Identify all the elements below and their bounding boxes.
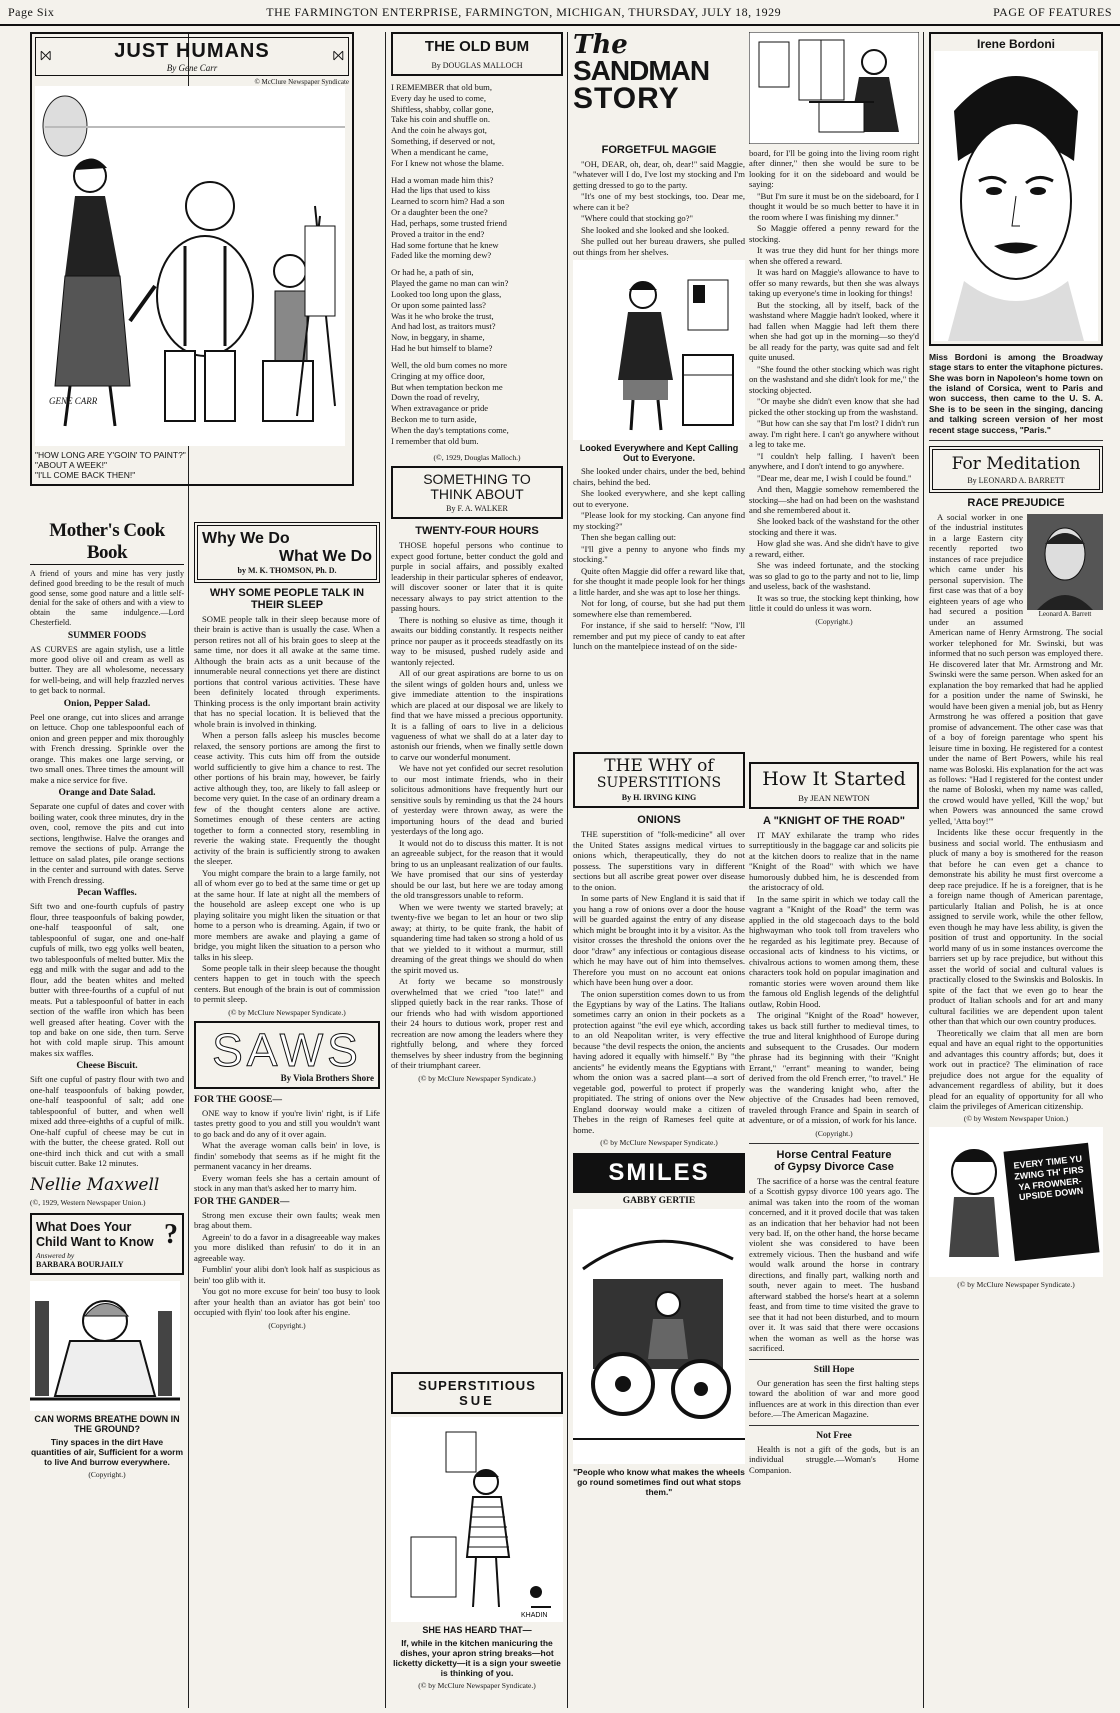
paragraph: When we were twenty we started bravely; at twenty-five we began to let an hour or two slip away; at thirty, to be quite frank, the habit of squandering time had taken so strong a hold of us that we yielded to it without a murmur, still dreaming of the great things we should do when the spirit moved us. (391, 901, 563, 975)
paragraph: You might compare the brain to a large family, not all of whom ever go to bed at the same time or get up at the same hour. If late at night all the members of the household are asleep except one who is up playing solitaire you might liken the situation or that home to a person who is dreaming. Again, if two or more members are awake and playing a game of bridge, you might liken the situation to a person who talks in his sleep. (194, 867, 380, 962)
bowtie-icon: ⨝ (40, 48, 52, 64)
saw-item: ONE way to know if you're livin' right, is if Life tastes pretty good to you and still you wouldn't want to go back and do any of it over again. (194, 1107, 380, 1139)
sign-text: EVERY TIME YU ZWING TH' FIRS YA FROWNER- UPSIDE DOWN (1013, 1154, 1085, 1204)
paragraph: For instance, if she said to herself: "Now, I'll remember and put my piece of candy to eat after lunch on the mantelpiece instead of on the side- (573, 620, 745, 652)
why-paragraphs (194, 614, 380, 1005)
paragraph: It would not do to discuss this matter. It is not an agreeable subject, for the reason that it would bring to us an unpleasant realization of our faults. We have promised that our sins of yesterday should be our last, but here we are today among the old transgressors unable to reform. (391, 837, 563, 901)
paragraph: Our generation has seen the first halting steps toward the abolition of war and more good influences are at work in this direction than ever before.—The American Magazine. (749, 1377, 919, 1420)
verse-line: Now, in beggary, in shame, (391, 332, 485, 343)
verse-line: Had a woman made him this? (391, 174, 494, 185)
column-rule (385, 32, 386, 1708)
sandman-masthead (573, 32, 745, 140)
paragraph: It was true they did hunt for her things more when she offered a reward. (749, 245, 919, 266)
paragraph: The onion superstition comes down to us from the Egyptians by way of the Latins. The Italians sometimes carry an onion in their pockets as a protection against "the evil eye which, according to an old Neapolitan writer, is very effective because "the devil respects the onion, the ancients having adored it equally with himself." By "the ancients" he evidently means the Egyptians with whom the onion was a sacred plant—a sort of vegetable god, powerful to protect if properly propitiated. The string of onions over the New England doorway would make a citizen of Thebes in the reign of Rameses feel quite at home. (573, 988, 745, 1135)
how-started-heading: A "KNIGHT OF THE ROAD" (762, 815, 906, 827)
barrett-portrait-block (1027, 514, 1103, 619)
verse-line: Take his coin and shuffle on. (391, 114, 490, 125)
paragraph: In some parts of New England it is said that if you hang a row of onions over a door the house will be guarded against the entry of any disease which might be brought into it by a visitor. As the visitor crosses the threshold the onions over the door "draw" any infectious or contagious disease which he may have out of him into themselves. Therefore you must on no account eat onions which have been hung over a door. (573, 893, 745, 988)
paragraph: Theoretically we claim that all men are born equal and have an equal right to the opportunities and advantages this country affords; but, does it work out in practice? The elimination of race prejudice does not argue for the equality of advancement regardless of ability, but it does plead for an equality of opportunity for all who claim the privileges of American citizenship. (929, 1027, 1103, 1111)
old-bum-poem (391, 82, 563, 447)
how-started-credit: (Copyright.) (815, 1128, 853, 1138)
meditation-byline: By LEONARD A. BARRETT (967, 475, 1065, 485)
superstitions-title-line: SUPERSTITIONS (596, 774, 722, 791)
think-heading: TWENTY-FOUR HOURS (415, 525, 539, 538)
cook-book-heading: SUMMER FOODS (67, 630, 147, 641)
how-started-byline: By JEAN NEWTON (798, 793, 870, 803)
superstitions-byline: By H. IRVING KING (621, 793, 697, 803)
superstitions-heading: ONIONS (637, 814, 681, 827)
think-title-line: THINK ABOUT (430, 485, 524, 502)
stanza (391, 267, 563, 354)
saws-section-heading: FOR THE GANDER— (194, 1196, 290, 1207)
sign-cartoon (929, 1127, 1103, 1277)
paragraph: "Or maybe she didn't even know that she had picked the other stocking up from the washstand. (749, 396, 919, 417)
divider (749, 1359, 919, 1360)
verse-line: Or had he, a path of sin, (391, 267, 474, 278)
verse-line: Down the road of revelry, (391, 392, 480, 403)
recipe-name: Cheese Biscuit. (76, 1061, 138, 1072)
column-rule (567, 32, 568, 1708)
sue-illustration (391, 1417, 563, 1622)
recipe-text: Separate one cupful of dates and cover with boiling water, cook three minutes, dry in the oven, cool, remove the pits and cut into sections, lengthwise. Halve the oranges and remove the sections of pulp. Arrange the lettuce on salad plates, pile orange sections in the center and surround with dates. Serve with French dressing. (30, 801, 184, 885)
column-6 (929, 32, 1103, 1708)
saws-box (194, 1021, 380, 1089)
divider (929, 440, 1103, 441)
paragraph: IT MAY exhilarate the tramp who rides surreptitiously in the baggage car and solicits pie at the kitchen doors to realize that in the name "Knight of the Road" with which we have humorously dubbed him, he is descended from the aristocracy of old. (749, 830, 919, 893)
verse-line: Played the game no man can win? (391, 278, 509, 289)
child-title: What Does Your Child Want to Know (36, 1220, 154, 1249)
saw-item: You got no more excuse for bein' too busy to look after your health than an aviator has got bein' too occupied with flyin' too look after his engine. (194, 1286, 380, 1318)
paragraph: "I'll give a penny to anyone who finds my stocking." (573, 543, 745, 565)
paragraph: But the stocking, all by itself, back of the washstand where Maggie hadn't looked, where it had fallen when Maggie had left them there when she had got up in the morning—so they'd be all ready for the party, was quite sad and felt quite unused. (749, 299, 919, 363)
paragraph: It was so true, the stocking kept thinking, how little it could do unless it was worn. (749, 592, 919, 614)
verse-line: Proved a traitor in the end? (391, 228, 485, 239)
not-free-heading: Not Free (816, 1430, 852, 1441)
smiles-illustration (573, 1209, 745, 1464)
verse-line: Had he but himself to blame? (391, 343, 493, 354)
superstitions-box (573, 752, 745, 808)
saw-item: Agreein' to do a favor in a disagreeable way makes you more disliked than refusin' to do it in an agreeable way. (194, 1231, 380, 1263)
sandman-title-the: The (573, 32, 628, 60)
sue-artist: KHADIN (521, 1612, 548, 1619)
superstitions-credit: (© by McClure Newspaper Syndicate.) (600, 1138, 718, 1148)
how-started-box (749, 762, 919, 809)
comic-caption-line: "ABOUT A WEEK!" (35, 460, 108, 471)
verse-line: When the day's temptations come, (391, 424, 509, 435)
paragraph: She looked back of the washstand for the other stocking and there it was. (749, 516, 919, 537)
paragraph: We have not yet confided our secret resolution to our most intimate friends, who in their solicitous admonitions have frequently hurt our sensitive souls by reminding us that the 24 hours of yesterday were thrown away, as were the importuning hours of the dead and buried yesterdays of the long ago. (391, 763, 563, 837)
old-bum-title: THE OLD BUM (424, 38, 530, 55)
paragraph: The original "Knight of the Road" however, takes us back still further to medieval times, to the true and literal knighthood of Europe during and subsequent to the Crusades. Our modern phrase had its beginning with their "Knight Errant," "errant" meaning to wander, being derived from the old French errer, "to travel." He was the wandering knight who, after the objective of the Crusades had been removed, traveled through France and Spain in search of adventure, or of a mission, of work for his lance. (749, 1010, 919, 1126)
child-question: CAN WORMS BREATHE DOWN IN THE GROUND? (34, 1413, 180, 1434)
cook-book-signature: Nellie Maxwell (30, 1174, 160, 1195)
masthead (0, 0, 1120, 26)
cartoon-credit: (© by McClure Newspaper Syndicate.) (957, 1280, 1075, 1290)
paragraph: THOSE hopeful persons who continue to expect good fortune, better conduct the gold and purple in social affairs, and possibly exalted leadership in their particular spheres of endeavor, will discover sooner or later that it is quite necessary always to pay strict attention to the passing hours. (391, 540, 563, 614)
horse-heading: Horse Central Feature (776, 1148, 892, 1161)
verse-line: Beckon me to turn aside, (391, 414, 477, 425)
child-credit: (Copyright.) (88, 1469, 126, 1479)
smiles-banner (573, 1153, 745, 1193)
sue-title-line: SUE (459, 1393, 495, 1408)
comic-caption-line: "I'LL COME BACK THEN!" (35, 470, 136, 481)
recipe-name: Pecan Waffles. (77, 888, 137, 899)
column-5-lower (749, 762, 919, 1708)
cook-book-intro: AS CURVES are again stylish, use a little more good olive oil and cream as well as butter. They are all wholesome, necessary for well-being, and will help frazzled nerves to get back to normal. (30, 643, 184, 696)
section-title: PAGE OF FEATURES (993, 4, 1112, 19)
verse-line: Every day he used to come, (391, 92, 486, 103)
think-byline: By F. A. WALKER (446, 504, 508, 514)
comic-signature: GENE CARR (49, 396, 98, 406)
saws-title: SAWS (212, 1023, 362, 1076)
verse-line: Faded like the morning dew? (391, 250, 492, 261)
paragraph: She looked and she looked and she looked. (581, 224, 729, 235)
paragraph: THE superstition of "folk-medicine" all over the United States assigns medical virtues to onions which, therapeutically, they do not possess. The superstitions vary in different sections but all ascribe great power over disease to the onion. (573, 829, 745, 892)
column-rule (923, 32, 924, 1708)
sandman-heading: FORGETFUL MAGGIE (601, 144, 717, 156)
verse-line: When extravagance or pride (391, 403, 489, 414)
paragraph: "Please look for my stocking. Can anyone find my stocking?" (573, 510, 745, 531)
paragraph: So Maggie offered a penny reward for the stocking. (749, 223, 919, 244)
why-title-line: Why We Do (202, 530, 290, 547)
old-bum-byline: By DOUGLAS MALLOCH (431, 61, 523, 70)
think-credit: (© by McClure Newspaper Syndicate.) (418, 1073, 536, 1083)
meditation-box (929, 446, 1103, 493)
paragraph: "OH, DEAR, oh, dear, oh, dear!" said Maggie, "whatever will I do, I've lost my stocking and I'm getting dressed to go to the party. (573, 159, 745, 190)
question-mark-icon: ? (164, 1218, 178, 1250)
paragraph: The sacrifice of a horse was the central feature of a Scottish gypsy divorce 100 years ago. The animal was taken into the room of the woman concerned, and it it proved docile that was taken as an indication that her behavior had not been very bad. If, on the other hand, the horse became violent she was considered to have been extremely vicious. Then the husband and wife would walk around the horse in contrary directions, and finally part, walking north and south, never again to meet. The husband afterward stabbed the horse's heart at a solemn feast, and from time to time visited the grave to see that it had not been disturbed, and to mourn over it. It was said that there were occasions when the woman as well as the horse was sacrificed. (749, 1175, 919, 1354)
smiles-subtitle: GABBY GERTIE (622, 1196, 696, 1207)
verse-line: Something, if deserved or not, (391, 136, 496, 147)
saw-item: Every woman feels she has a certain amount of stock in any man that's asked her to marry him. (194, 1172, 380, 1194)
paragraph: Not for long, of course, but she had put them somewhere else than remembered. (573, 598, 745, 619)
paragraph: "But how can she say that I'm lost? I didn't run away. I'm right here. I can't go anywhere without a leg to take me. (749, 418, 919, 450)
stanza (391, 360, 563, 447)
paragraph: When a person falls asleep his muscles become relaxed, the sensory portions are among the first to cease activity. This cuts him off from the outside world sufficiently to give him a chance to rest. The other portions of his brain may, however, be fairly active although they, too, are likely to fall asleep or become very quiet. In the case of an ordinary dream a few of the thought centers alone are active. Sometimes enough of these centers are acting together to form a connected story, resembling in reverie the waking state. Frequently the thought activity of the brain is sufficiently strong to awaken the sleeper. (194, 730, 380, 867)
verse-line: Well, the old bum comes no more (391, 359, 508, 370)
column-2 (194, 522, 380, 1708)
paragraph: Then she began calling out: (581, 532, 676, 543)
comic-title: JUST HUMANS (114, 40, 270, 62)
verse-line: I REMEMBER that old bum, (391, 82, 492, 92)
sue-credit: (© by McClure Newspaper Syndicate.) (418, 1681, 536, 1690)
paragraph: "Dear me, dear me, I wish I could be found." (757, 472, 912, 483)
recipe-text: Sift two and one-fourth cupfuls of pastry flour, three teaspoonfuls of baking powder, one-half teaspoonful of salt, one tablespoonful of sugar, one and one-half cupfuls of milk, two egg yolks well beaten, two tablespoonfuls of melted butter. Mix the egg and milk with the sugar and add to the flour, add the beaten whites and melted butter with three-fourths of a cupful of nut meats. Put a tablespoonful of batter in each section of the waffle iron which has been well greased after heating. Cover with the top and bake on one side, then turn. Serve hot with cold maple sirup. This amount makes six waffles. (30, 901, 184, 1058)
recipe-name: Orange and Date Salad. (58, 788, 156, 799)
sandman-illustration-caption: Looked Everywhere and Kept Calling Out to Everyone. (579, 443, 739, 464)
paragraph: A social worker in one of the industrial institutes in a large Eastern city recently reported two instances of race prejudice which came under his personal supervision. The first case was that of a boy eighteen years of age who had secured a position under an assumed American name of Henry Armstrong. The social worker telephoned for Mr. Swinski, but was informed that no such person was employed there. He discovered later that Mr. Armstrong and Mr. Swinski were the same person. When asked for an explanation the boy remarked that had he applied for a position under the name of Swinski, he would have been given a menial job, but as Henry Armstrong he was offered a position that gave promise of advancement. The other case was that of a boy of foreign parentage who spent his leisure time in boxing. He registered for a contest under the name of Bert Powers, while his real name was Boloski. His explanation for the act was as follows: "Had I registered for the contest under the name of Boloski, when my name was called, the crowd would have yelled, 'Kill the wop,' but when Powers was announced the same crowd yelled, 'Atta boy!'" (929, 511, 1103, 826)
sandman-illustration (573, 260, 745, 440)
paragraph: All of our great aspirations are borne to us on the silent wings of golden hours and, unless we give immediate attention to the inspirations which are placed at our disposal we are likely to find that we have missed a precious opportunity. It is a falling of oars to live in a delicious vagueness of what we shall do at a later day to astonish our friends, when we finally settle down to carve our wonderful monument. (391, 668, 563, 762)
barrett-portrait (1027, 514, 1103, 610)
verse-line: Looked too long upon the glass, (391, 288, 502, 299)
think-box (391, 466, 563, 520)
paragraph: "I couldn't help falling. I haven't been anywhere, and I don't intend to go anywhere. (749, 450, 919, 472)
page-number: Page Six (8, 4, 55, 19)
verse-line: Was it he who broke the trust, (391, 310, 494, 321)
still-hope-heading: Still Hope (813, 1364, 855, 1375)
paragraph: And then, Maggie somehow remembered the stocking—she had on had been on the washstand and she remembered about it. (749, 484, 919, 515)
verse-line: Learned to scorn him? Had a son (391, 196, 505, 207)
paragraph: She pulled out her bureau drawers, she pulled out things from her shelves. (573, 236, 745, 257)
cook-book-title: Mother's Cook Book (30, 520, 184, 565)
child-feature (30, 1213, 184, 1275)
verse-line: And had lost, as traitors must? (391, 321, 496, 332)
paragraph: She looked under chairs, under the bed, behind chairs, behind the bed. (573, 466, 745, 487)
meditation-title: For Meditation (951, 453, 1081, 474)
verse-line: Cringing at my office door, (391, 370, 485, 381)
stanza (391, 82, 563, 169)
paragraph: "It's one of my best stockings, too. Dear me, where can it be? (573, 191, 745, 212)
why-heading: WHY SOME PEOPLE TALK IN THEIR SLEEP (209, 587, 365, 611)
smiles-caption: "People who know what makes the wheels go round sometimes find out what stops them." (573, 1467, 745, 1498)
child-answer: Tiny spaces in the dirt Have quantities of air, Sufficient for a worm to live And burrow everywhere. (30, 1436, 184, 1467)
why-we-do-box (194, 522, 380, 583)
divider (749, 1143, 919, 1144)
paragraph: It was hard on Maggie's allowance to have to offer so many rewards, but then she was always taking up everyone's time in looking for things! (749, 267, 919, 299)
verse-line: Had the lips that used to kiss (391, 185, 490, 196)
bowtie-icon: ⨝ (332, 48, 344, 64)
meditation-credit: (© by Western Newspaper Union.) (963, 1114, 1069, 1124)
paragraph: "She found the other stocking which was right on the washstand and she didn't look for me," the stocking objected. (749, 363, 919, 395)
paragraph: Health is not a gift of the gods, but is an individual struggle.—Woman's Home Companion. (749, 1443, 919, 1475)
superstitious-sue (391, 1372, 563, 1708)
paragraph: "Where could that stocking go?" (581, 213, 694, 224)
recipe-name: Onion, Pepper Salad. (63, 698, 151, 709)
sandman-header-illustration (749, 32, 919, 144)
saw-item: Fumblin' your alibi don't look half as suspicious as bein' too glib with it. (194, 1264, 380, 1285)
verse-line: Or a daughter been the one? (391, 207, 488, 218)
paragraph: Quite often Maggie did offer a reward like that, for she thought it made people look for her things a little harder, and she was apt to lose her things. (573, 565, 745, 597)
paragraph: board, for I'll be going into the living room right after dinner," then she would be sure to be looking for it on the sideboard and would be saying: (749, 148, 919, 190)
how-started-title: How It Started (762, 768, 906, 790)
verse-line: Had, perhaps, some trusted friend (391, 217, 507, 228)
why-byline: by M. K. THOMSON, Ph. D. (237, 566, 337, 575)
verse-line: But when temptation beckon me (391, 381, 503, 392)
saws-byline: By Viola Brothers Shore (280, 1072, 374, 1083)
saw-item: Strong men excuse their own faults; weak men brag about them. (194, 1209, 380, 1231)
paragraph: "But I'm sure it must be on the sideboard, for I thought it would be so much better to have it in the room where I was finishing my dinner." (749, 190, 919, 222)
sandman-title-main: SANDMAN (573, 55, 710, 86)
bordoni-name: Irene Bordoni (976, 37, 1055, 51)
verse-line: For I knew not whose the blame. (391, 157, 504, 168)
divider (749, 1425, 919, 1426)
verse-line: Had some fortune that he knew (391, 239, 499, 250)
child-answered-by: Answered by (36, 1250, 75, 1260)
child-author: BARBARA BOURJAILY (36, 1259, 124, 1269)
cook-book-credit: (©, 1929, Western Newspaper Union.) (30, 1197, 146, 1207)
column-1-lower (30, 520, 184, 1708)
paragraph: In the same spirit in which we today call the vagrant a "Knight of the Road" the term was applied in the old stagecoach days to the bold highwayman who took toll from travelers who he regarded as his legitimate prey. Because of occasional acts of kindness to his victims, or chivalrous actions to women among them, these characters took hold on popular imagination and romantic stories were woven around them like the famous old English legends of the delightful outlaw, Robin Hood. (749, 893, 919, 1009)
paragraph: SOME people talk in their sleep because more of their brain is active than is usually the case. When a person retires not all of his brain goes to sleep at the same time, nor does it all awake at the same time. Although the brain acts as a unit because of the innumerable neural connections yet there are distinct portions that control various activities. These have been definitely located through experiments. Thinking process is the only important brain activity that has no special location. It is believed that the whole brain is involved in thinking. (194, 614, 380, 729)
paragraph: How glad she was. And she didn't have to give a reward, either. (749, 538, 919, 559)
paragraph: She looked everywhere, and she kept calling out to everyone. (573, 488, 745, 509)
saw-item: What the average woman calls bein' in love, is findin' somebody that seems as if he might fit the permanent vacancy in her dreams. (194, 1140, 380, 1172)
comic-byline: By Gene Carr (166, 63, 218, 73)
stanza (391, 175, 563, 262)
sue-caption: If, while in the kitchen manicuring the dishes, your apron string breaks—hot licketty dicketty—it is a sign your sweetie is thinking of you. (393, 1638, 561, 1678)
recipe-text: Peel one orange, cut into slices and arrange on lettuce. Chop one tablespoonful each of onion and green pepper and mix thoroughly with French dressing. Sprinkle over the orange. This makes one large serving, or two small ones. Three times the amount will make a nice service for five. (30, 711, 184, 785)
just-humans-comic (30, 32, 354, 486)
newspaper-title: THE FARMINGTON ENTERPRISE, FARMINGTON, MICHIGAN, THURSDAY, JULY 18, 1929 (266, 4, 782, 19)
cook-book-quote: A friend of yours and mine has very justly defined good breeding to be the result of much good sense, some good nature and a little self-denial for the sake of others and with a view to obtain the same indulgence.—Lord Chesterfield. (30, 569, 184, 627)
think-title-line: SOMETHING TO (423, 470, 531, 487)
sue-title-box (391, 1372, 563, 1414)
barrett-caption: Leonard A. Barrett (1038, 609, 1092, 618)
column-4-lower (573, 752, 745, 1708)
paragraph: Incidents like these occur frequently in the business and social world. The enthusiasm and pluck of many a boy is smothered for the reason that before he can even get a chance to demonstrate his ability he must first overcome a deep race prejudice. If he is a foreigner, that is he a foreign name though of American parentage, particularly Italian and Polish, he is at once assigned to servile work, while the other fellow, even though he may have less ability, is given the position of trust and opportunity. In the social world many of us in some instances overcome the barriers set up by race prejudice, but without this asset the world of social and cultural values is practically closed to the Swinskis and Boloskis. In spite of the fact that we even go to hear the product of Italian schools and for art and many cultural facilities we are dependent upon talent other than that which our own country produces. (929, 827, 1103, 1027)
superstitions-title-line: THE WHY of (604, 756, 714, 776)
paragraph: She was indeed fortunate, and the stocking was so glad to go to the party and not to lie, limp and useless, back of the washstand. (749, 560, 919, 592)
verse-line: I remember that old bum. (391, 435, 479, 446)
comic-caption-line: "HOW LONG ARE Y'GOIN' TO PAINT?" (35, 450, 186, 460)
verse-line: Shiftless, shabby, collar gone, (391, 103, 494, 114)
sue-caption-head: SHE HAS HEARD THAT— (422, 1625, 532, 1635)
smiles-title: SMILES (608, 1159, 710, 1187)
why-credit: (© by McClure Newspaper Syndicate.) (228, 1007, 346, 1017)
verse-line: When a mendicant he came, (391, 146, 489, 157)
recipe-text: Sift one cupful of pastry flour with two and one-half teaspoonfuls of baking powder, one-half teaspoonful of salt; add one tablespoonful of butter, and when well mixed add three-eighths of a cupful of milk. One-half cupful of cheese may be cut in with the butter, the cheese grated. Roll out one-third inch thick and cut with a small biscuit cutter. Bake 12 minutes. (30, 1074, 184, 1169)
sandman-credit: (Copyright.) (815, 616, 853, 626)
why-title-line: What We Do (278, 548, 372, 565)
bordoni-caption: Miss Bordoni is among the Broadway stage stars to enter the vitaphone pictures. She was born in Napoleon's home town on the island of Corsica, went to Paris and won success, then came to the U. S. A. She is to be seen in the singing, dancing and talking screen version of her most recent stage success, "Paris." (929, 352, 1103, 435)
sue-title-line: SUPERSTITIOUS (418, 1378, 536, 1393)
sandman-title-story: STORY (573, 81, 680, 115)
meditation-heading: RACE PREJUDICE (967, 496, 1065, 509)
verse-line: And the coin he always got, (391, 125, 487, 136)
bordoni-box (929, 32, 1103, 346)
saws-section-heading: FOR THE GOOSE— (194, 1094, 282, 1105)
paragraph: There is nothing so elusive as time, though it awaits our bidding constantly. It respects neither prince nor pauper as it proceeds steadfastly on its way to be misused, pushed rudely aside and wantonly rejected. (391, 614, 563, 667)
old-bum-box (391, 32, 563, 76)
verse-line: Or upon some painted lass? (391, 299, 486, 310)
saws-credit: (Copyright.) (268, 1320, 306, 1330)
horse-heading: of Gypsy Divorce Case (774, 1160, 894, 1173)
bordoni-portrait (934, 51, 1098, 341)
comic-illustration (35, 86, 345, 446)
old-bum-credit: (©, 1929, Douglas Malloch.) (433, 452, 521, 462)
child-illustration (30, 1281, 180, 1411)
comic-copyright: © McClure Newspaper Syndicate (254, 78, 349, 86)
paragraph: Some people talk in their sleep because the thought centers happen to get in touch with the speech centers. But enough of the brain is out of commission to permit sleep. (194, 962, 380, 1005)
paragraph: At forty we became so monstrously overwhelmed that we cried "too late!" and slipped quietly back in the rear ranks. Those of our friends who had with wisdom apportioned their 24 hours to dutious work, proper rest and recreation are now among the leaders where they rightfully belong, and where they forced themselves by sheer industry from the beginning of their triumphant career. (391, 976, 563, 1071)
